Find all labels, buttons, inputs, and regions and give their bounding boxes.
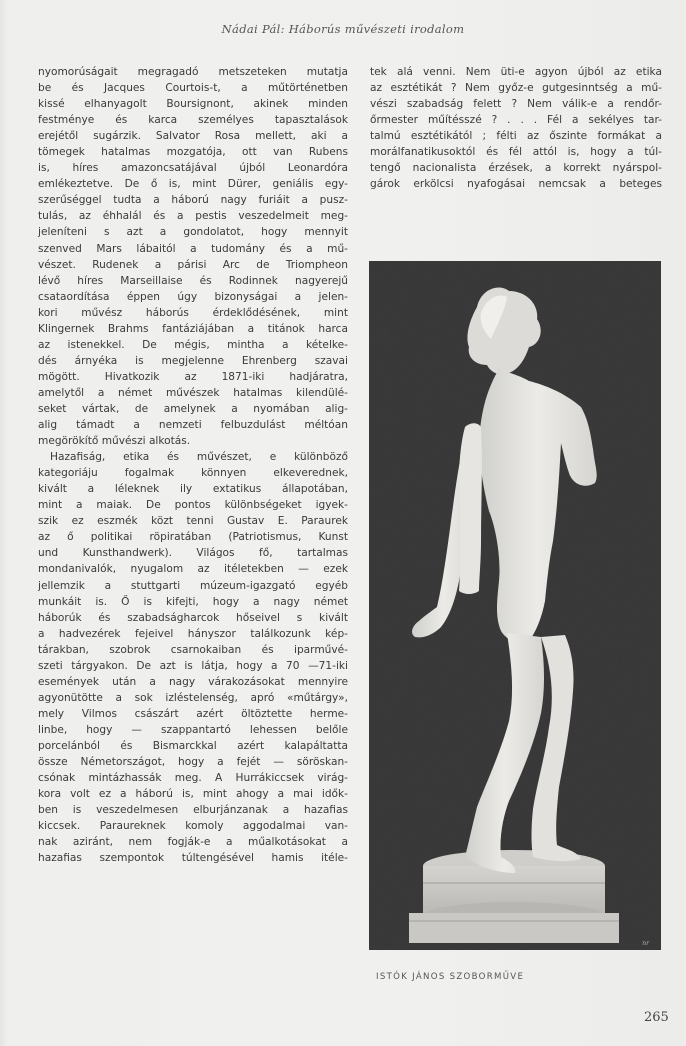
text-line: össze Németországot, hogy a fejét — söröskan- <box>38 756 348 769</box>
statue-photograph <box>369 261 661 950</box>
text-line: kivált a léleknek ily extatikus állapotában, <box>38 483 348 496</box>
text-line: mely Vilmos császárt azért öltöztette herme- <box>38 707 348 720</box>
text-line: jeleníteni s azt a gondolatot, hogy mennyit <box>38 226 348 239</box>
text-line: nyomorúságait megragadó metszeteken mutatja <box>38 66 348 78</box>
text-line: szeti tárgyakon. De azt is látja, hogy a 70 —71-iki <box>38 659 348 672</box>
text-line: talmú esztétikától ; félti az őszinte formákat a <box>370 130 662 143</box>
text-line: hazafias szempontok túltengésével hamis itéle- <box>38 852 348 865</box>
text-line: kissé elhanyagolt Boursignont, akinek minden <box>38 98 348 111</box>
text-line: porcelánból és Bismarckkal azért kalapáltatta <box>38 739 348 752</box>
text-line: Klingernek Brahms fantáziájában a titánok harca <box>38 322 348 335</box>
text-line: mint a maiak. De pontos különbségeket igyek- <box>38 499 348 512</box>
text-line: dés árnyéka is megjelenne Ehrenberg szavai <box>38 354 348 367</box>
text-line: szik ez eszmék közt tenni Gustav E. Paraurek <box>38 515 348 528</box>
text-line: a hadvezérek fejeivel hányszor találkozunk kép- <box>38 627 348 640</box>
text-line: mögött. Hivatkozik az 1871-iki hadjáratra, <box>38 370 348 383</box>
left-column-text <box>38 64 348 866</box>
text-line: tömegek hatalmas mozgatója, ott van Rubens <box>38 146 348 159</box>
text-line: munkáit is. Ő is kifejti, hogy a nagy német <box>38 595 348 608</box>
text-line: alig támadt a nemzeti felbuzdulást méltóan <box>38 419 348 432</box>
text-line: őrmester műítésszé ? . . . Fél a sekélyes tar- <box>370 114 662 127</box>
text-line: megörökítő művészi alkotás. <box>38 435 191 448</box>
text-line: tek alá venni. Nem üti-e agyon újból az etika <box>370 66 662 78</box>
figure-caption: ISTÓK JÁNOS SZOBORMŰVE <box>376 972 525 982</box>
text-line: kategoriáju fogalmak könnyen elkeverednek, <box>38 467 348 480</box>
text-line: tárakban, szobrok csarnokaiban és iparművé- <box>38 643 348 656</box>
text-line: kora volt ez a háború is, mint ahogy a mai idők- <box>38 788 348 801</box>
text-line: is, híres amazoncsatájával újból Leonardóra <box>38 162 348 175</box>
text-line: Hazafiság, etika és művészet, e különböző <box>50 451 348 464</box>
text-line: események után a nagy várakozásokat mennyire <box>38 675 348 688</box>
text-line: vészi szabadság felett ? Nem válik-e a rendőr- <box>370 98 662 111</box>
text-line: csónak mintázhassák meg. A Hurrákiccsek virág- <box>38 772 348 785</box>
text-line: tulás, az éhhalál és a pestis veszedelmeit meg- <box>38 210 348 223</box>
statue-illustration <box>369 261 661 950</box>
text-line: linbe, hogy — szappantartó lehessen belőle <box>38 723 348 736</box>
text-line: kiccsek. Paraureknek komoly aggodalmai van- <box>38 820 348 833</box>
text-line: be és Jacques Courtois-t, a műtörténetben <box>38 82 348 95</box>
text-line: kori művész háborús érdeklődésének, mint <box>38 306 348 319</box>
text-line: und Kunsthandwerk). Világos fő, tartalmas <box>38 547 348 560</box>
text-line: csataordítása éppen úgy bizonyságai a jelen- <box>38 290 348 303</box>
text-line: tengő nacionalista érzések, a korrekt nyárspol- <box>370 162 662 175</box>
text-line: az ő politikai röpiratában (Patriotismus, Kunst <box>38 531 348 544</box>
text-line: az istenekkel. De mégis, mintha a kételke- <box>38 338 348 351</box>
running-head: Nádai Pál: Háborús művészeti irodalom <box>221 22 465 36</box>
photo-monogram: nr <box>642 940 649 947</box>
text-line: jellemzik a stuttgarti múzeum-igazgató egyéb <box>38 579 348 592</box>
text-line: agyonütötte a sok izléstelenség, apró «műtárgy», <box>38 691 348 704</box>
text-line: gárok erkölcsi nyafogásai nemcsak a beteges <box>370 178 662 191</box>
text-line: ben is veszedelmesen elburjánzanak a hazafias <box>38 804 348 817</box>
text-line: nak aziránt, nem fogják-e a műalkotásokat a <box>38 836 348 849</box>
text-line: vészet. Rudenek a párisi Arc de Triompheon <box>38 258 348 271</box>
text-line: seket vártak, de amelynek a nyomában alig- <box>38 402 348 415</box>
text-line: morálfanatikusoktól és fél attól is, hogy a túl- <box>370 146 662 159</box>
text-line: festménye és karca személyes tapasztalások <box>38 114 348 127</box>
pedestal <box>409 850 619 943</box>
text-line: az esztétikát ? Nem győz-e gutgesinntség a mű- <box>370 82 662 95</box>
text-line: erejétől sugárzik. Salvator Rosa mellett, aki a <box>38 130 348 143</box>
text-line: szerűséggel tudta a háború nagy furiáit a pusz- <box>38 194 348 207</box>
text-line: szenved Mars lábaitól a tudomány és a mű- <box>38 242 348 255</box>
text-line: emlékeztetve. De ő is, mint Dürer, geniális egy- <box>38 178 348 191</box>
right-column-text <box>370 64 662 192</box>
text-line: háborúk és szabadságharcok hőseivel s kivált <box>38 611 348 624</box>
page-number: 265 <box>644 1010 669 1025</box>
text-line: mondanivalók, nyugalom az itéletekben — ezek <box>38 563 348 576</box>
text-line: amelytől a német művészek hatalmas kilendülé- <box>38 386 348 399</box>
text-line: lévő híres Marseillaise és Rodinnek nagyerejű <box>38 274 348 287</box>
